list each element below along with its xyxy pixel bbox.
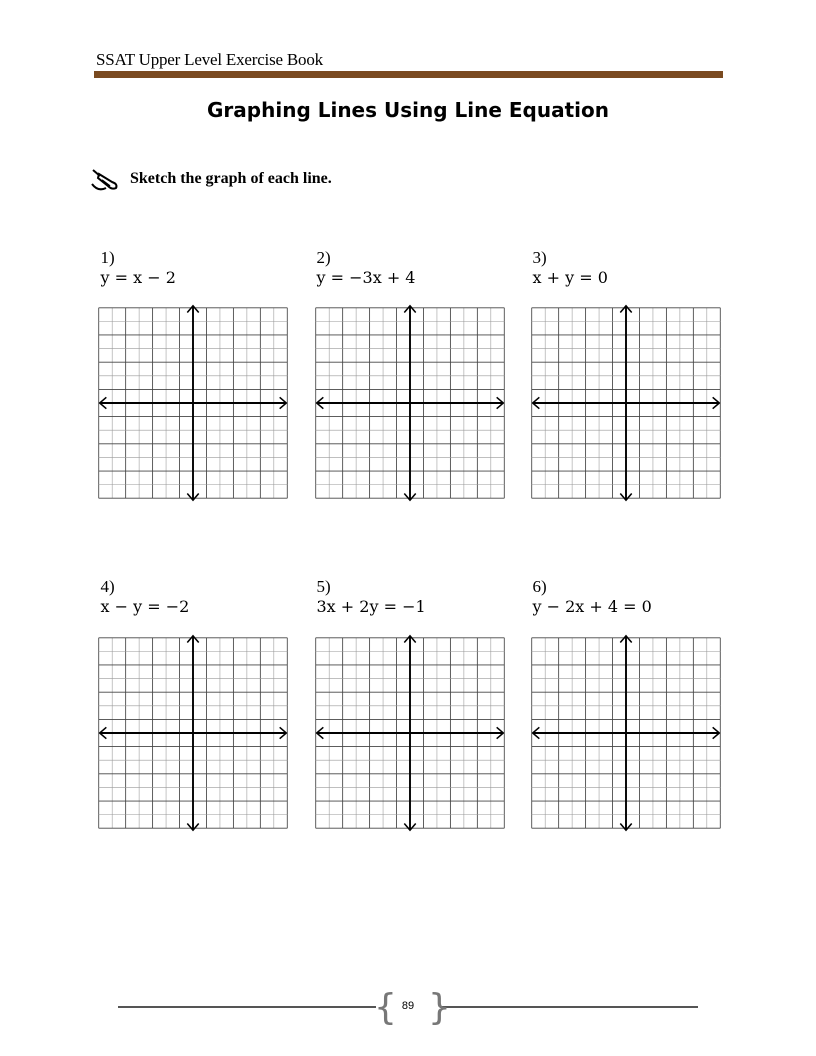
problem-number: 2) [316,248,331,267]
coordinate-grid-2[interactable] [310,298,510,498]
problem-1 [92,228,176,288]
problem-5 [308,557,426,617]
problem-number: 1) [100,248,115,267]
book-title: SSAT Upper Level Exercise Book [96,50,323,69]
footer-rule-left [118,1006,376,1008]
problem-number: 6) [532,577,547,596]
problem-number: 4) [100,577,115,596]
grid-canvas [310,628,510,838]
page-number: 89 [401,1000,415,1012]
problem-number: 3) [532,248,547,267]
grid-canvas [526,628,726,838]
problem-equation: y − 2x + 4 = 0 [532,597,652,616]
problem-equation: 3x + 2y = −1 [316,597,426,616]
header-divider [94,71,723,78]
problem-6 [524,557,652,617]
problem-3 [524,228,608,288]
instruction [90,166,332,192]
problem-number: 5) [316,577,331,596]
problem-4 [92,557,189,617]
coordinate-grid-6[interactable] [526,628,726,828]
grid-canvas [93,298,293,508]
coordinate-grid-5[interactable] [310,628,510,828]
problem-2 [308,228,415,288]
problem-equation: x + y = 0 [532,268,608,287]
footer-rule-right [440,1006,698,1008]
grid-canvas [93,628,293,838]
problem-equation: x − y = −2 [100,597,190,616]
problem-equation: y = −3x + 4 [316,268,416,287]
grid-canvas [526,298,726,508]
page-title: Graphing Lines Using Line Equation [207,98,609,122]
problem-equation: y = x − 2 [100,268,176,287]
coordinate-grid-4[interactable] [93,628,293,828]
footer-right-brace: } [428,987,451,1028]
coordinate-grid-1[interactable] [93,298,293,498]
grid-canvas [310,298,510,508]
footer-left-brace: { [374,987,397,1028]
instruction-text: Sketch the graph of each line. [130,170,332,187]
pencil-writing-icon [90,166,124,192]
coordinate-grid-3[interactable] [526,298,726,498]
